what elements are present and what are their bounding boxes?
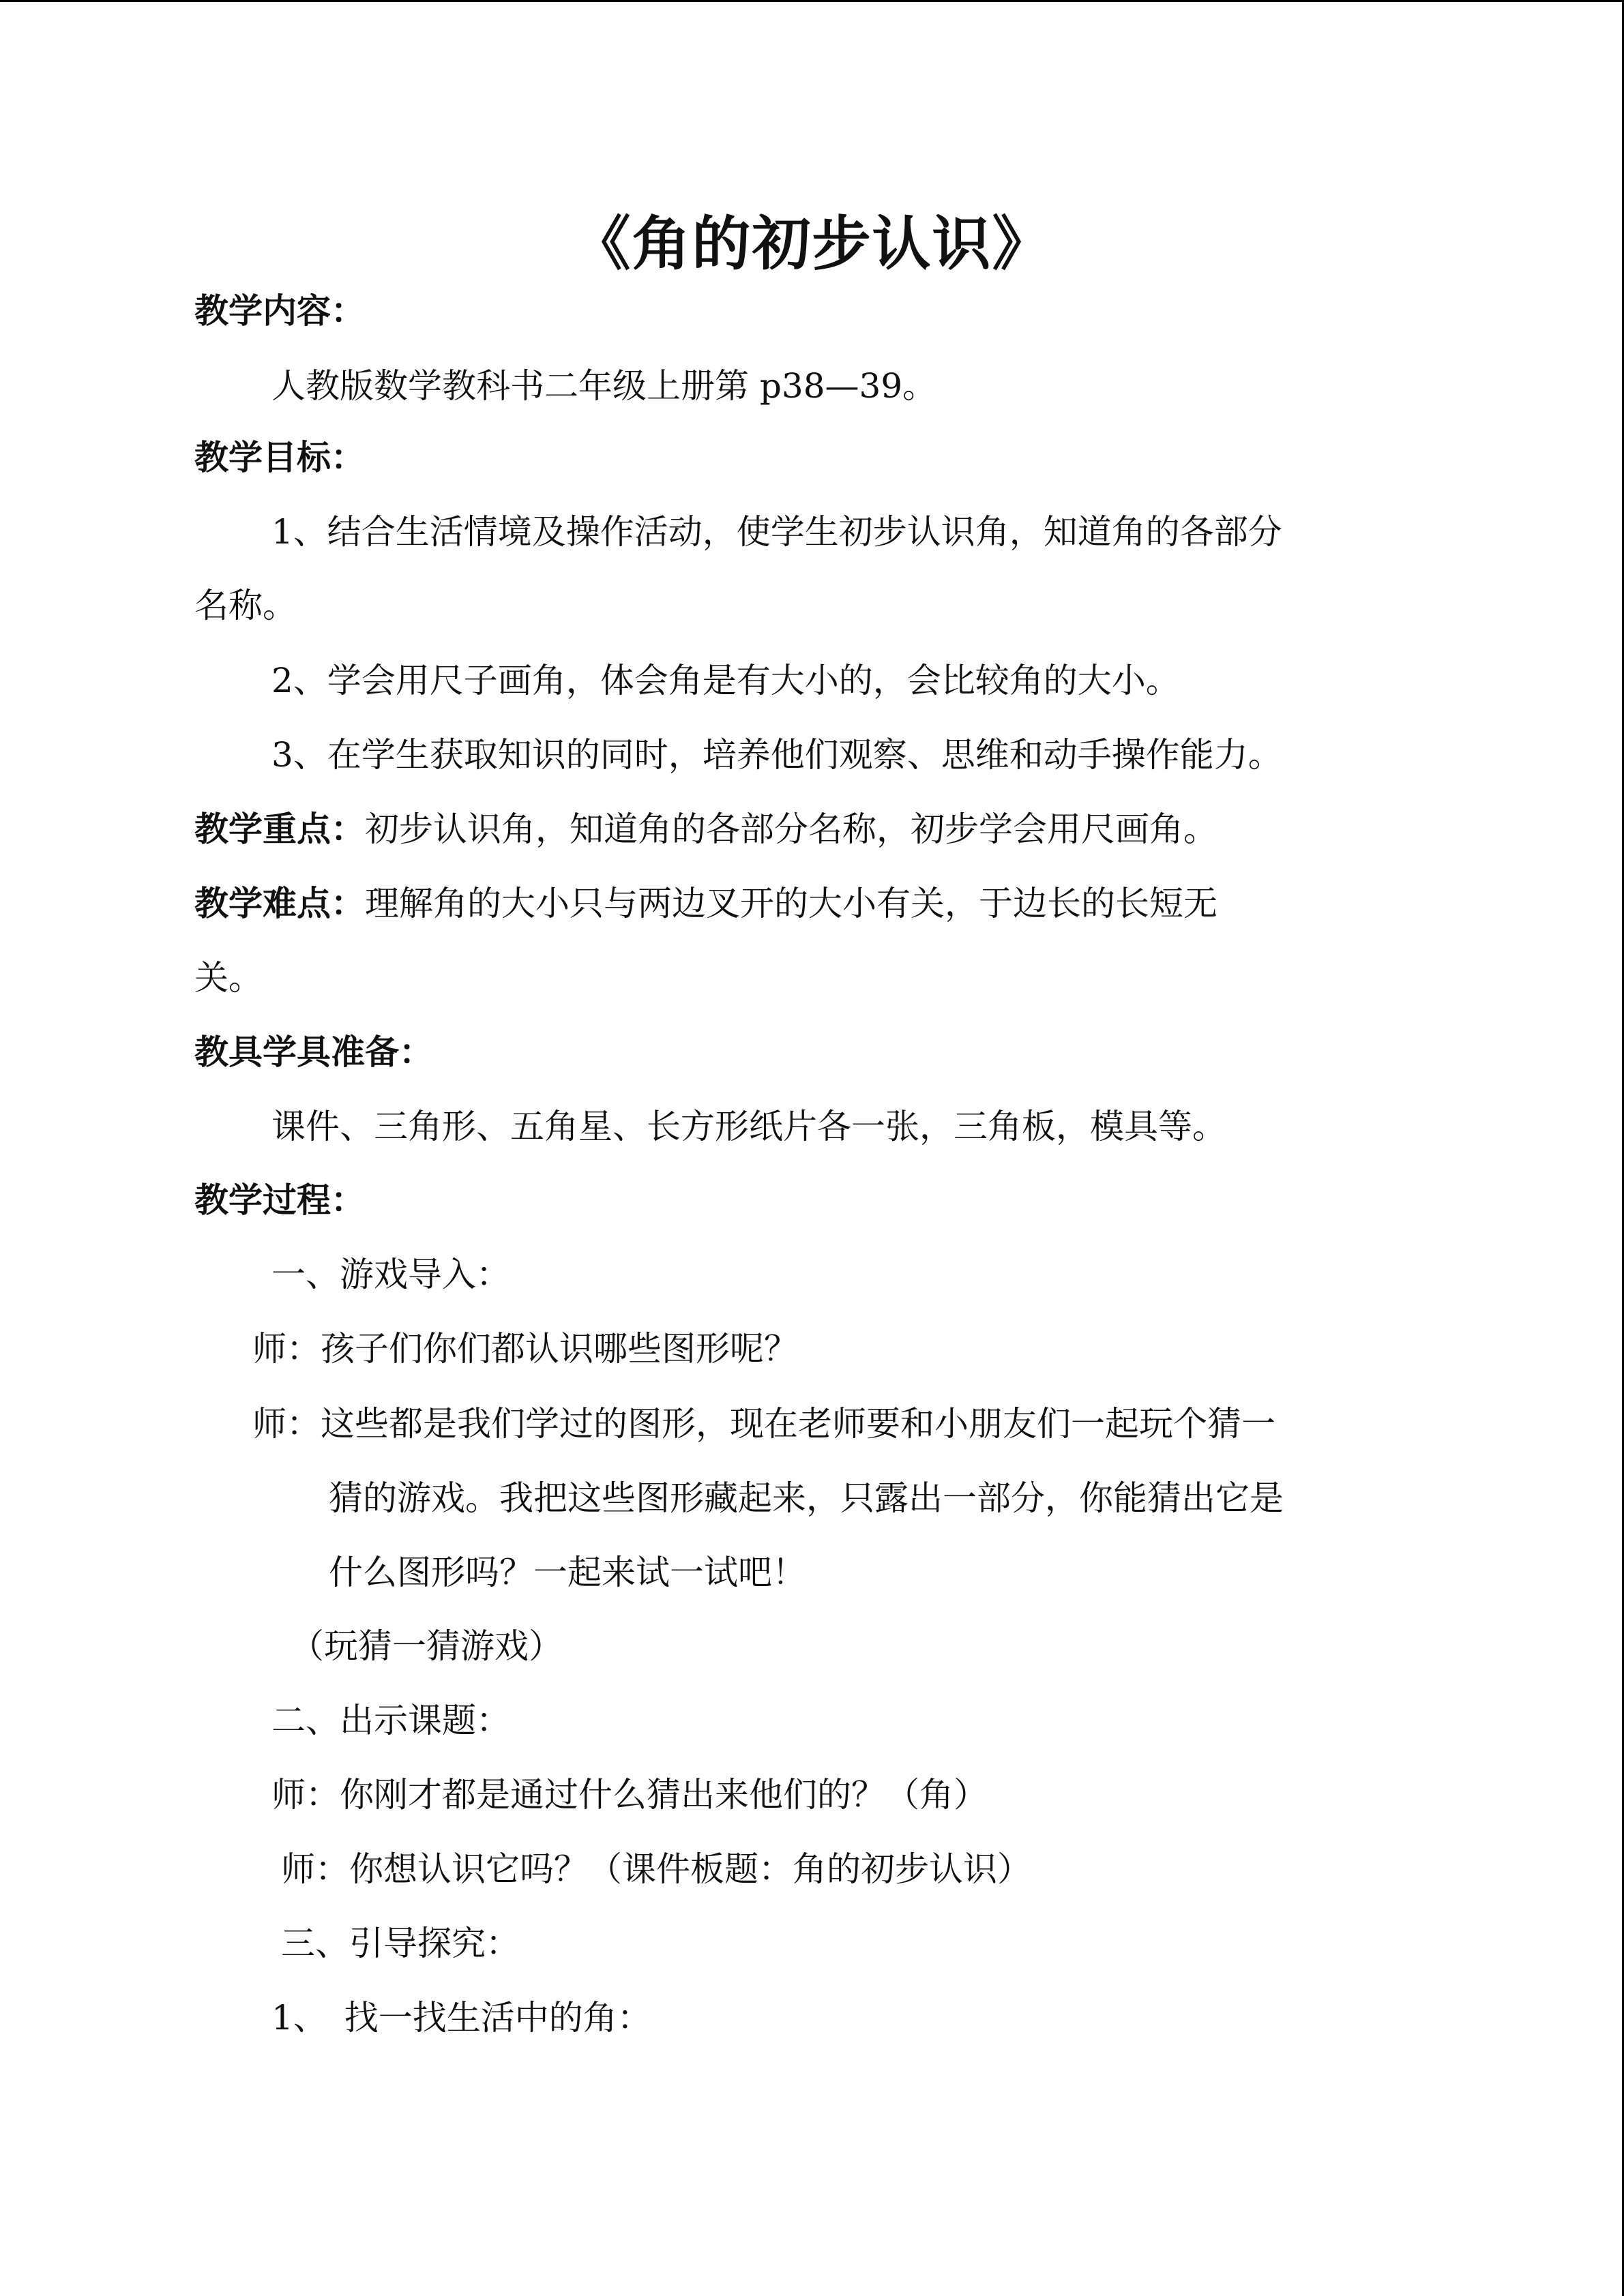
key-points-label: 教学重点： bbox=[194, 809, 365, 849]
game-note: （玩猜一猜游戏） bbox=[290, 1626, 563, 1666]
difficulties-paragraph bbox=[194, 880, 1217, 927]
teacher-line-2b: 猜的游戏。我把这些图形藏起来，只露出一部分，你能猜出它是 bbox=[329, 1478, 1284, 1518]
objectives-heading: 教学目标： bbox=[194, 438, 365, 477]
page-title: 《角的初步认识》 bbox=[572, 210, 1052, 278]
materials-heading: 教具学具准备： bbox=[194, 1032, 433, 1072]
difficulties-text-line2: 关。 bbox=[194, 958, 263, 998]
teacher-line-2c: 什么图形吗？一起来试一试吧！ bbox=[329, 1553, 806, 1592]
teacher-line-2a: 师：这些都是我们学过的图形，现在老师要和小朋友们一起玩个猜一 bbox=[252, 1404, 1275, 1444]
teacher-line-1: 师：孩子们你们都认识哪些图形呢？ bbox=[252, 1329, 798, 1369]
objective-1-line1: 1、结合生活情境及操作活动，使学生初步认识角，知道角的各部分 bbox=[271, 512, 1282, 552]
teacher-line-3: 师：你刚才都是通过什么猜出来他们的？（角） bbox=[271, 1775, 988, 1815]
difficulties-text-line1: 理解角的大小只与两边叉开的大小有关，于边长的长短无 bbox=[365, 884, 1217, 923]
process-sub-1: 1、 找一找生活中的角： bbox=[271, 1998, 651, 2038]
content-text: 人教版数学教科书二年级上册第 p38—39。 bbox=[271, 366, 937, 406]
process-heading: 教学过程： bbox=[194, 1180, 365, 1220]
teacher-line-4: 师：你想认识它吗？（课件板题：角的初步认识） bbox=[281, 1849, 1031, 1889]
process-step-1: 一、游戏导入： bbox=[271, 1255, 510, 1294]
objective-1-line2: 名称。 bbox=[194, 586, 297, 625]
objective-2: 2、学会用尺子画角，体会角是有大小的，会比较角的大小。 bbox=[271, 661, 1180, 700]
materials-text: 课件、三角形、五角星、长方形纸片各一张，三角板，模具等。 bbox=[271, 1107, 1226, 1146]
process-step-2: 二、出示课题： bbox=[271, 1701, 510, 1740]
objective-3: 3、在学生获取知识的同时，培养他们观察、思维和动手操作能力。 bbox=[271, 735, 1282, 775]
key-points-paragraph bbox=[194, 805, 1217, 853]
process-step-3: 三、引导探究： bbox=[281, 1924, 520, 1963]
key-points-text: 初步认识角，知道角的各部分名称，初步学会用尺画角。 bbox=[365, 809, 1217, 849]
difficulties-label: 教学难点： bbox=[194, 884, 365, 923]
content-heading: 教学内容： bbox=[194, 291, 365, 331]
